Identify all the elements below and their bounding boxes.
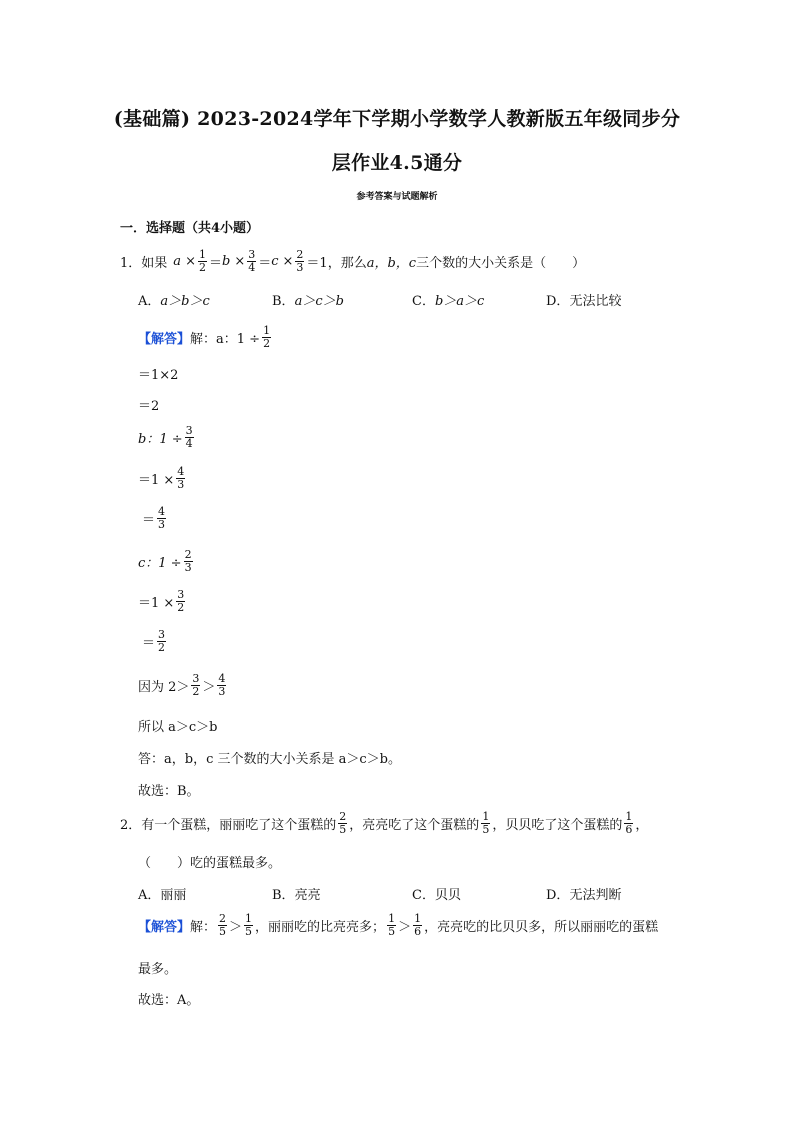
q1-eq-1: ＝ (208, 256, 222, 271)
q2-answer-tag: 【解答】 (138, 920, 191, 935)
q1-so: 所以 a＞c＞b (138, 720, 218, 735)
q1-var-b: b (221, 254, 231, 269)
q1-option-c: C．b＞a＞c (412, 294, 485, 309)
q1-stem-suffix: 三个数的大小关系是（ ） (416, 256, 586, 271)
title-line-2: 层作业4.5通分 (331, 152, 463, 174)
q2-option-d: D．无法判断 (546, 888, 622, 903)
q1-times-3: × (282, 254, 294, 269)
q1-option-d: D．无法比较 (546, 294, 622, 309)
q1-choose: 故选：B。 (138, 784, 200, 799)
q1-answer-tag: 【解答】 (138, 332, 191, 347)
q1-number: 1． (120, 256, 142, 271)
q1-times-1: × (185, 254, 196, 269)
q1-times-2: × (234, 254, 246, 269)
q1-because: 因为 2＞ $\frac{3}{2}$ ＞ $\frac{4}{3}$ (138, 672, 226, 698)
q1-fraction-2: $\frac{3}{4}$ (248, 248, 256, 274)
q1-b-step-1: ＝1 × $\frac{4}{3}$ (138, 465, 185, 491)
q2-stem: 2． 有一个蛋糕，丽丽吃了这个蛋糕的 $\frac{2}{5}$ ，亮亮吃了这个蛋糕的 $\frac{1}{5}$ ，贝贝吃了这个蛋糕的 $\frac{1}{6}$ ， (120, 810, 649, 836)
q2-fraction-1: $\frac{2}{5}$ (339, 810, 347, 836)
q1-stem (120, 249, 585, 274)
q1-stem-prefix: 如果 (141, 256, 168, 271)
q1-eq-2: ＝ (258, 256, 272, 271)
q1-solution-a: 【解答】 解： a：1 ÷ $\frac{1}{2}$ (138, 324, 271, 350)
q1-option-a: A．a＞b＞c (138, 294, 210, 309)
q1-solution-c: c：1 ÷ $\frac{2}{3}$ (138, 548, 192, 574)
q1-eq-one: ＝1，那么 (306, 256, 367, 271)
q1-solution-b: b：1 ÷ $\frac{3}{4}$ (138, 424, 193, 450)
q1-option-b: B．a＞c＞b (272, 294, 344, 309)
q1-vars-list: a，b，c (366, 256, 417, 271)
q1-b-step-2: ＝ $\frac{4}{3}$ (142, 505, 166, 531)
q1-answer-line: 答：a，b，c 三个数的大小关系是 a＞c＞b。 (138, 752, 401, 767)
section-heading: 一．选择题（共4小题） (120, 221, 260, 236)
q2-number: 2． (120, 818, 142, 833)
q1-var-c: c (271, 254, 279, 269)
q1-fraction-1: $\frac{1}{2}$ (198, 248, 206, 274)
q2-option-c: C．贝贝 (412, 888, 461, 903)
q1-c-step-2: ＝ $\frac{3}{2}$ (142, 628, 166, 654)
q1-a-step-2: ＝2 (138, 399, 160, 414)
q1-c-fraction: $\frac{2}{3}$ (184, 548, 192, 574)
q1-jie: 解： (190, 332, 217, 347)
q2-option-b: B．亮亮 (272, 888, 321, 903)
q1-a-step-1: ＝1×2 (138, 368, 179, 383)
q1-fraction-3: $\frac{2}{3}$ (296, 248, 304, 274)
q1-var-a: a (173, 254, 182, 269)
q2-solution: 【解答】 解： $\frac{2}{5}$ ＞ $\frac{1}{5}$ ，丽丽吃的比亮亮多； $\frac{1}{5}$ ＞ $\frac{1}{6}$ ，亮亮吃的比贝贝多，所以丽丽吃的蛋糕 (138, 912, 659, 938)
q2-option-a: A．丽丽 (138, 888, 187, 903)
q1-b-fraction: $\frac{3}{4}$ (185, 424, 193, 450)
q2-stem-line-2: （ ）吃的蛋糕最多。 (138, 856, 282, 871)
q2-fraction-3: $\frac{1}{6}$ (625, 810, 633, 836)
subtitle: 参考答案与试题解析 (356, 192, 438, 202)
q2-choose: 故选：A。 (138, 993, 200, 1008)
q1-a-fraction: $\frac{1}{2}$ (263, 324, 271, 350)
q2-solution-line-2: 最多。 (138, 962, 178, 977)
title-line-1: (基础篇) 2023-2024学年下学期小学数学人教新版五年级同步分 (113, 108, 681, 130)
q2-fraction-2: $\frac{1}{5}$ (482, 810, 490, 836)
q1-c-step-1: ＝1 × $\frac{3}{2}$ (138, 588, 185, 614)
